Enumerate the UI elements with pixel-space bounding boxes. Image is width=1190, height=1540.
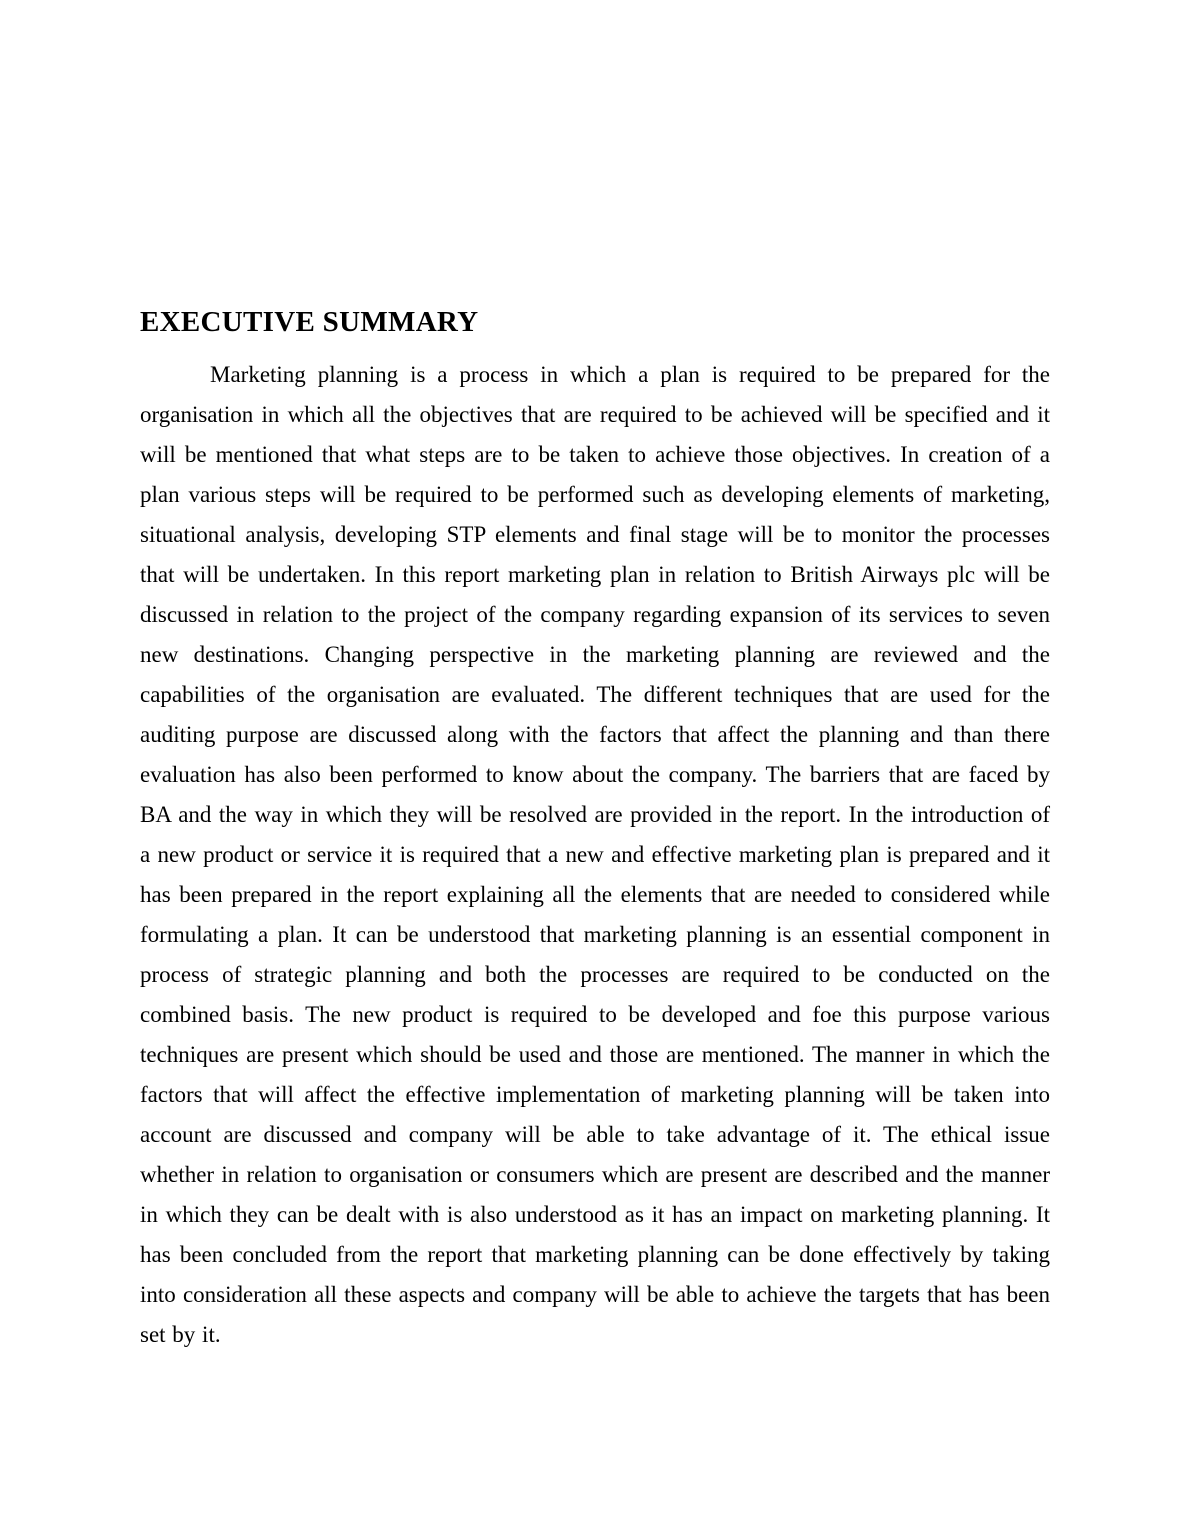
body-paragraph: Marketing planning is a process in which a plan is required to be prepared for the organisation in which all the objectives that are required to be achieved will be specified and it will be mentioned that what steps are to be taken to achieve those objectives. In creation of a plan various steps will be required to be performed such as developing elements of marketing, situational analysis, developing STP elements and final stage will be to monitor the processes that will be undertaken. In this report marketing plan in relation to British Airways plc will be discussed in relation to the project of the company regarding expansion of its services to seven new destinations. Changing perspective in the marketing planning are reviewed and the capabilities of the organisation are evaluated. The different techniques that are used for the auditing purpose are discussed along with the factors that affect the planning and than there evaluation has also been performed to know about the company. The barriers that are faced by BA and the way in which they will be resolved are provided in the report. In the introduction of a new product or service it is required that a new and effective marketing plan is prepared and it has been prepared in the report explaining all the elements that are needed to considered while formulating a plan. It can be understood that marketing planning is an essential component in process of strategic planning and both the processes are required to be conducted on the combined basis. The new product is required to be developed and foe this purpose various techniques are present which should be used and those are mentioned. The manner in which the factors that will affect the effective implementation of marketing planning will be taken into account are discussed and company will be able to take advantage of it. The ethical issue whether in relation to organisation or consumers which are present are described and the manner in which they can be dealt with is also understood as it has an impact on marketing planning. It has been concluded from the report that marketing planning can be done effectively by taking into consideration all these aspects and company will be able to achieve the targets that has been set by it.	[140, 362, 1050, 1347]
section-heading: EXECUTIVE SUMMARY	[140, 306, 479, 338]
